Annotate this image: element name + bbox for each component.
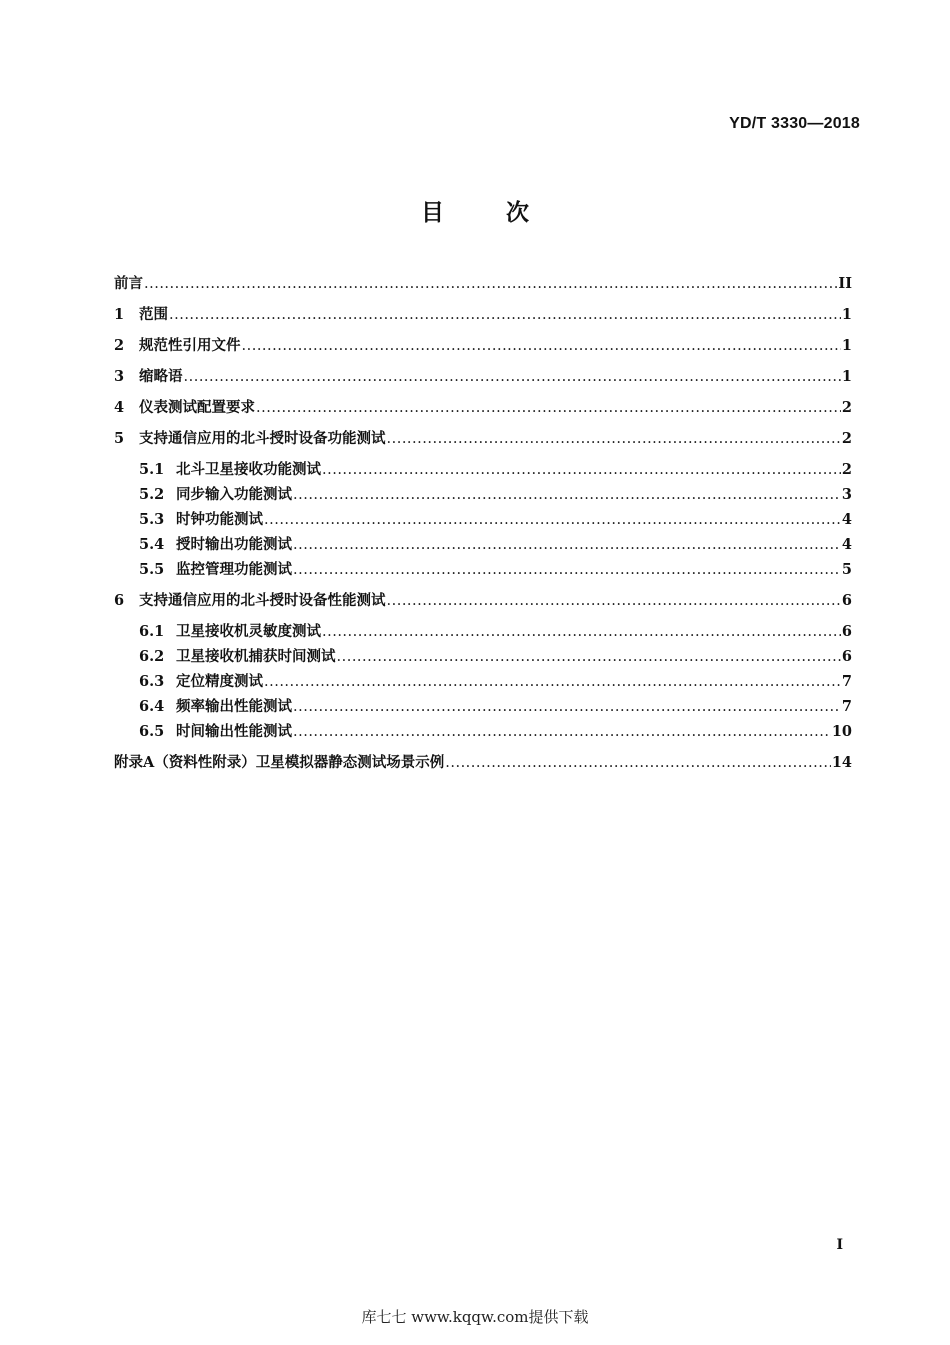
toc-entry-label: 北斗卫星接收功能测试 bbox=[176, 461, 321, 478]
toc-entry[interactable] bbox=[114, 645, 852, 670]
toc-entry-page: 4 bbox=[841, 536, 852, 553]
toc-entry-page: 4 bbox=[841, 511, 852, 528]
toc-entry-number: 5.4 bbox=[139, 536, 165, 553]
toc-entry-page: 2 bbox=[841, 461, 852, 478]
toc-entry[interactable] bbox=[114, 720, 852, 745]
toc-entry-label: 范围 bbox=[139, 306, 168, 323]
toc-entry[interactable] bbox=[114, 589, 852, 620]
toc-entry-page: 6 bbox=[841, 592, 852, 609]
toc-entry-page: 2 bbox=[841, 399, 852, 416]
toc-entry[interactable] bbox=[114, 483, 852, 508]
toc-entry[interactable] bbox=[114, 751, 852, 782]
toc-dot-leader bbox=[387, 427, 841, 451]
toc-entry[interactable] bbox=[114, 695, 852, 720]
toc-dot-leader bbox=[293, 695, 841, 719]
toc-dot-leader bbox=[293, 558, 841, 582]
toc-dot-leader bbox=[293, 483, 841, 507]
toc-entry-page: 5 bbox=[841, 561, 852, 578]
toc-entry[interactable] bbox=[114, 558, 852, 583]
toc-entry-page: 3 bbox=[841, 486, 852, 503]
toc-entry-label: 时钟功能测试 bbox=[176, 511, 263, 528]
toc-entry-label: 支持通信应用的北斗授时设备功能测试 bbox=[139, 430, 386, 447]
toc-entry-number: 6.3 bbox=[139, 673, 165, 690]
standard-code: YD/T 3330—2018 bbox=[729, 115, 860, 132]
toc-entry-page: 1 bbox=[841, 337, 852, 354]
toc-entry-label: 支持通信应用的北斗授时设备性能测试 bbox=[139, 592, 386, 609]
toc-entry-page: 7 bbox=[841, 673, 852, 690]
toc-entry-number: 5.2 bbox=[139, 486, 165, 503]
toc-entry-number: 5.5 bbox=[139, 561, 165, 578]
toc-dot-leader bbox=[322, 620, 841, 644]
toc-dot-leader bbox=[144, 272, 837, 296]
toc-entry[interactable] bbox=[114, 365, 852, 396]
toc-entry[interactable] bbox=[114, 508, 852, 533]
toc-dot-leader bbox=[293, 720, 831, 744]
toc-dot-leader bbox=[387, 589, 841, 613]
toc-entry-page: 10 bbox=[831, 723, 852, 740]
toc-entry-label: 监控管理功能测试 bbox=[176, 561, 292, 578]
toc-dot-leader bbox=[256, 396, 841, 420]
toc-dot-leader bbox=[293, 533, 841, 557]
toc-entry-number: 3 bbox=[114, 368, 125, 385]
toc-entry-label: 缩略语 bbox=[139, 368, 183, 385]
page-number: I bbox=[836, 1237, 843, 1253]
download-watermark: 库七七 www.kqqw.com提供下载 bbox=[361, 1308, 589, 1326]
toc-entry-page: II bbox=[838, 275, 852, 292]
toc-entry-label: 卫星接收机灵敏度测试 bbox=[176, 623, 321, 640]
toc-entry[interactable] bbox=[114, 670, 852, 695]
toc-entry-number: 4 bbox=[114, 399, 125, 416]
toc-entry[interactable] bbox=[114, 396, 852, 427]
toc-entry-number: 6.4 bbox=[139, 698, 165, 715]
toc-entry-page: 2 bbox=[841, 430, 852, 447]
toc-entry-number: 5 bbox=[114, 430, 125, 447]
toc-entry-number: 6 bbox=[114, 592, 125, 609]
toc-entry[interactable] bbox=[114, 427, 852, 458]
toc-entry[interactable] bbox=[114, 303, 852, 334]
toc-entry-number: 6.2 bbox=[139, 648, 165, 665]
toc-dot-leader bbox=[169, 303, 841, 327]
toc-entry-label: 规范性引用文件 bbox=[139, 337, 241, 354]
toc-dot-leader bbox=[337, 645, 841, 669]
toc-entry-label: 时间输出性能测试 bbox=[176, 723, 292, 740]
toc-entry[interactable] bbox=[114, 533, 852, 558]
toc-entry-number: 2 bbox=[114, 337, 125, 354]
toc-entry-page: 14 bbox=[831, 754, 852, 771]
toc-dot-leader bbox=[242, 334, 841, 358]
toc-entry[interactable] bbox=[114, 334, 852, 365]
toc-entry-number: 5.1 bbox=[139, 461, 165, 478]
toc-entry-label: 仪表测试配置要求 bbox=[139, 399, 255, 416]
toc-entry-label: 前言 bbox=[114, 275, 143, 292]
toc-entry-label: 授时输出功能测试 bbox=[176, 536, 292, 553]
toc-entry-number: 5.3 bbox=[139, 511, 165, 528]
toc-entry-page: 6 bbox=[841, 648, 852, 665]
toc-dot-leader bbox=[322, 458, 841, 482]
toc-entry-label: 卫星接收机捕获时间测试 bbox=[176, 648, 336, 665]
toc-entry-number: 6.5 bbox=[139, 723, 165, 740]
toc-entry-label: 附录A（资料性附录）卫星模拟器静态测试场景示例 bbox=[114, 754, 445, 771]
toc-dot-leader bbox=[184, 365, 841, 389]
toc-entry[interactable] bbox=[114, 620, 852, 645]
page-title: 目次 bbox=[421, 200, 591, 226]
toc-dot-leader bbox=[264, 508, 841, 532]
toc-entry-page: 6 bbox=[841, 623, 852, 640]
toc-entry-label: 同步输入功能测试 bbox=[176, 486, 292, 503]
toc-entry-label: 频率输出性能测试 bbox=[176, 698, 292, 715]
toc-entry-page: 7 bbox=[841, 698, 852, 715]
toc-entry-page: 1 bbox=[841, 368, 852, 385]
toc-entry-label: 定位精度测试 bbox=[176, 673, 263, 690]
toc-dot-leader bbox=[445, 751, 831, 775]
toc-entry[interactable] bbox=[114, 458, 852, 483]
toc-entry-page: 1 bbox=[841, 306, 852, 323]
toc-entry-number: 6.1 bbox=[139, 623, 165, 640]
toc-entry[interactable] bbox=[114, 272, 852, 303]
toc-entry-number: 1 bbox=[114, 306, 125, 323]
table-of-contents bbox=[114, 272, 852, 782]
toc-dot-leader bbox=[264, 670, 841, 694]
